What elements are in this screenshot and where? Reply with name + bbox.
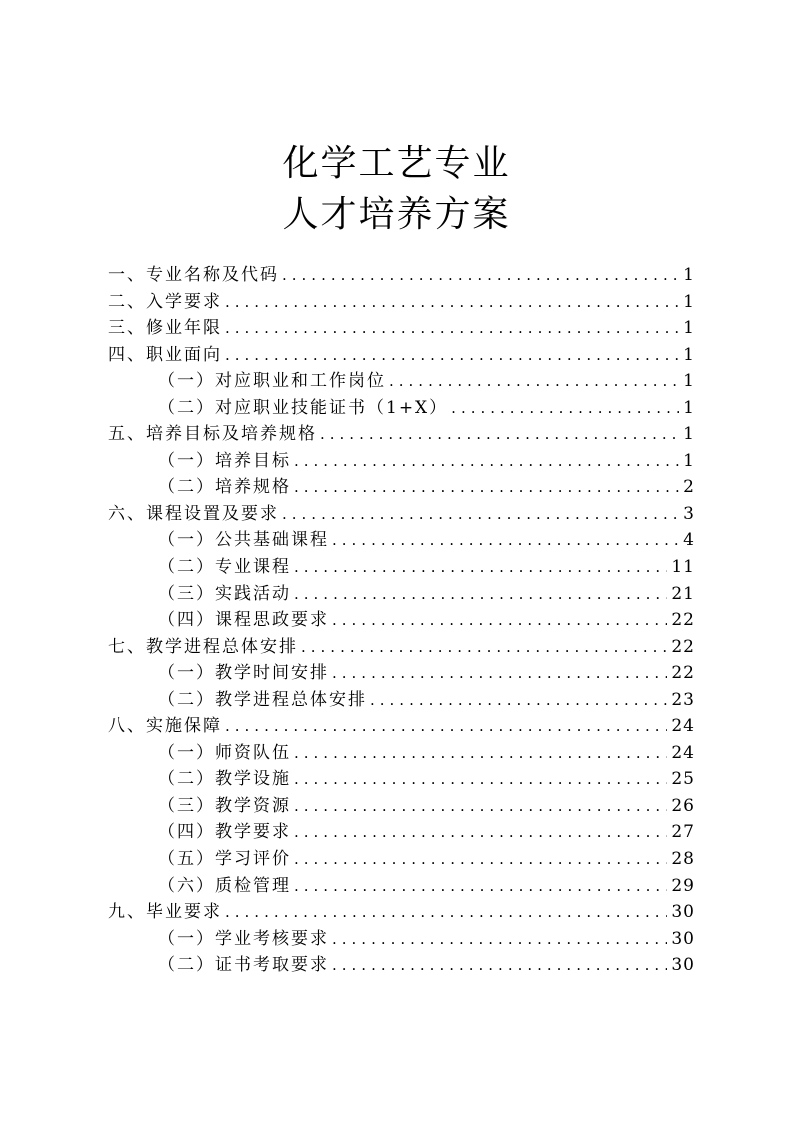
- toc-entry-label: 一、专业名称及代码: [108, 265, 279, 285]
- toc-dot-leader: [222, 713, 667, 740]
- toc-entry-page-number: 22: [671, 663, 695, 684]
- toc-entry[interactable]: [108, 554, 695, 581]
- toc-entry-page-number: 30: [671, 928, 695, 949]
- document-title-line-2: 人才培养方案: [282, 194, 511, 235]
- toc-entry[interactable]: [108, 421, 695, 448]
- toc-entry[interactable]: [108, 740, 695, 767]
- toc-entry-label: 八、实施保障: [108, 716, 222, 737]
- table-of-contents: [108, 262, 695, 979]
- toc-entry-page-number: 22: [671, 636, 695, 657]
- toc-dot-leader: [329, 660, 667, 687]
- toc-entry-label: （二）对应职业技能证书（1+X）: [158, 397, 449, 418]
- toc-entry[interactable]: [108, 660, 695, 687]
- toc-dot-leader: [291, 448, 679, 475]
- toc-entry-label: （二）教学进程总体安排: [158, 689, 367, 710]
- toc-entry[interactable]: [108, 368, 695, 395]
- toc-entry[interactable]: [108, 793, 695, 820]
- toc-entry-label: （三）实践活动: [158, 583, 291, 604]
- toc-entry[interactable]: [108, 873, 695, 900]
- toc-entry-label: 三、修业年限: [108, 318, 222, 339]
- toc-dot-leader: [329, 952, 667, 979]
- toc-entry-page-number: 1: [683, 450, 695, 471]
- toc-entry-page-number: 26: [671, 795, 695, 816]
- toc-dot-leader: [291, 766, 667, 793]
- toc-dot-leader: [222, 315, 679, 342]
- toc-entry-page-number: 24: [671, 716, 695, 737]
- toc-entry-label: （四）教学要求: [158, 822, 291, 843]
- toc-entry-label: 九、毕业要求: [108, 902, 222, 923]
- toc-entry-label: （一）公共基础课程: [158, 530, 329, 551]
- toc-entry[interactable]: [108, 448, 695, 475]
- toc-entry-page-number: 2: [683, 477, 695, 498]
- toc-entry-page-number: 1: [683, 424, 695, 445]
- toc-entry[interactable]: [108, 395, 695, 422]
- toc-dot-leader: [291, 474, 679, 501]
- toc-entry-label: （四）课程思政要求: [158, 610, 329, 631]
- toc-dot-leader: [329, 527, 679, 554]
- toc-dot-leader: [222, 289, 679, 316]
- toc-entry-page-number: 4: [683, 530, 695, 551]
- toc-dot-leader: [222, 899, 667, 926]
- toc-entry-page-number: 21: [671, 583, 695, 604]
- toc-dot-leader: [222, 342, 679, 369]
- toc-entry-page-number: 11: [671, 557, 695, 578]
- toc-entry-page-number: 1: [683, 265, 695, 285]
- toc-dot-leader: [367, 687, 667, 714]
- document-title-line-1: 化学工艺专业: [282, 143, 511, 184]
- toc-entry[interactable]: [108, 474, 695, 501]
- toc-entry-label: 五、培养目标及培养规格: [108, 424, 317, 445]
- toc-entry[interactable]: [108, 687, 695, 714]
- toc-entry-label: （五）学习评价: [158, 849, 291, 870]
- toc-entry[interactable]: [108, 819, 695, 846]
- toc-entry-label: （二）专业课程: [158, 557, 291, 578]
- toc-entry[interactable]: [108, 501, 695, 528]
- toc-dot-leader: [279, 501, 679, 528]
- toc-entry[interactable]: [108, 262, 695, 289]
- toc-entry-label: （六）质检管理: [158, 875, 291, 896]
- toc-dot-leader: [298, 634, 667, 661]
- toc-entry-page-number: 27: [671, 822, 695, 843]
- toc-entry[interactable]: [108, 289, 695, 316]
- toc-entry-label: （二）证书考取要求: [158, 955, 329, 976]
- toc-entry-label: （一）对应职业和工作岗位: [158, 371, 386, 392]
- toc-dot-leader: [291, 581, 667, 608]
- toc-entry[interactable]: [108, 899, 695, 926]
- toc-dot-leader: [386, 368, 679, 395]
- toc-entry[interactable]: [108, 342, 695, 369]
- toc-dot-leader: [291, 793, 667, 820]
- toc-entry[interactable]: [108, 926, 695, 953]
- toc-entry-label: （三）教学资源: [158, 795, 291, 816]
- toc-entry[interactable]: [108, 952, 695, 979]
- toc-entry-page-number: 28: [671, 849, 695, 870]
- toc-dot-leader: [317, 421, 679, 448]
- toc-entry[interactable]: [108, 607, 695, 634]
- toc-entry[interactable]: [108, 634, 695, 661]
- toc-entry[interactable]: [108, 581, 695, 608]
- toc-entry-label: （一）培养目标: [158, 450, 291, 471]
- toc-entry-page-number: 29: [671, 875, 695, 896]
- toc-dot-leader: [291, 554, 667, 581]
- toc-entry-page-number: 24: [671, 742, 695, 763]
- toc-entry-page-number: 30: [671, 902, 695, 923]
- toc-entry-label: （一）教学时间安排: [158, 663, 329, 684]
- toc-entry-label: 六、课程设置及要求: [108, 503, 279, 524]
- toc-entry[interactable]: [108, 766, 695, 793]
- toc-entry[interactable]: [108, 527, 695, 554]
- toc-entry-page-number: 1: [683, 397, 695, 418]
- toc-entry-page-number: 23: [671, 689, 695, 710]
- toc-entry-label: （二）培养规格: [158, 477, 291, 498]
- toc-entry-label: （一）师资队伍: [158, 742, 291, 763]
- toc-dot-leader: [329, 607, 667, 634]
- toc-entry-page-number: 1: [683, 318, 695, 339]
- toc-dot-leader: [291, 819, 667, 846]
- toc-entry-page-number: 1: [683, 344, 695, 365]
- toc-dot-leader: [291, 846, 667, 873]
- toc-entry[interactable]: [108, 315, 695, 342]
- toc-entry-page-number: 1: [683, 291, 695, 312]
- toc-dot-leader: [291, 873, 667, 900]
- toc-entry-label: 二、入学要求: [108, 291, 222, 312]
- toc-entry-page-number: 30: [671, 955, 695, 976]
- toc-entry-label: （二）教学设施: [158, 769, 291, 790]
- toc-dot-leader: [448, 395, 679, 422]
- toc-entry-page-number: 1: [683, 371, 695, 392]
- toc-entry-page-number: 3: [683, 503, 695, 524]
- toc-entry-page-number: 22: [671, 610, 695, 631]
- toc-entry-label: （一）学业考核要求: [158, 928, 329, 949]
- toc-entry[interactable]: [108, 846, 695, 873]
- toc-entry-label: 七、教学进程总体安排: [108, 636, 298, 657]
- toc-dot-leader: [279, 262, 679, 289]
- toc-entry-label: 四、职业面向: [108, 344, 222, 365]
- toc-entry-page-number: 25: [671, 769, 695, 790]
- toc-dot-leader: [329, 926, 667, 953]
- toc-dot-leader: [291, 740, 667, 767]
- toc-entry[interactable]: [108, 713, 695, 740]
